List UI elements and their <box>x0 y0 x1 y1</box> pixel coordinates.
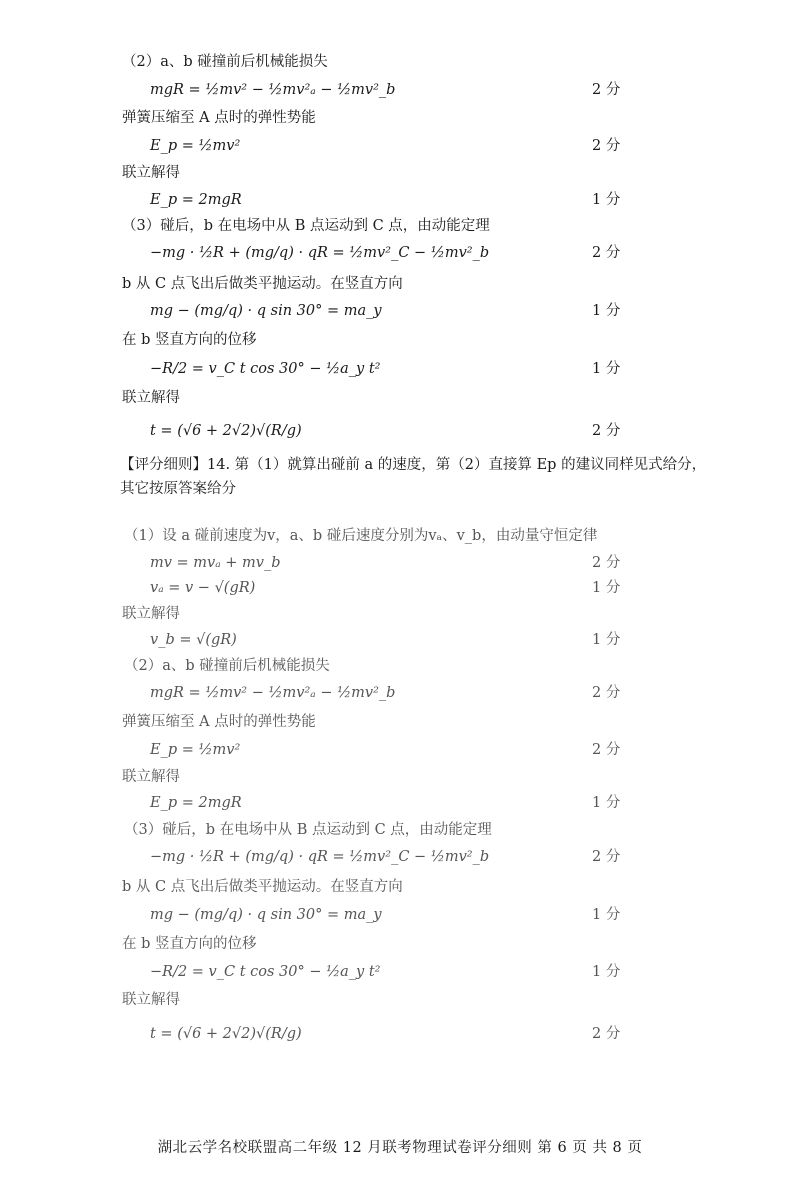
s2-score-3: 1 分 <box>592 632 621 648</box>
s2-eq-momentum: mv = mvₐ + mv_b <box>150 555 281 571</box>
s1-text-spring: 弹簧压缩至 A 点时的弹性势能 <box>122 110 316 126</box>
s2-text-solve-3: 联立解得 <box>122 992 180 1008</box>
s2-score-6: 1 分 <box>592 795 621 811</box>
s2-eq-vb: v_b = √(gR) <box>150 632 237 648</box>
s1-text-solve-1: 联立解得 <box>122 165 180 181</box>
s2-eq-kinetic: −mg · ½R + (mg/q) · qR = ½mv²_C − ½mv²_b <box>150 849 490 865</box>
s2-text-solve-2: 联立解得 <box>122 769 180 785</box>
s2-eq-va: vₐ = v − √(gR) <box>150 580 256 596</box>
s1-eq-ep-result: E_p = 2mgR <box>150 192 242 208</box>
s1-score-4: 2 分 <box>592 245 621 261</box>
s1-score-2: 2 分 <box>592 138 621 154</box>
s2-score-8: 1 分 <box>592 907 621 923</box>
s2-score-1: 2 分 <box>592 555 621 571</box>
s1-eq-ep: E_p = ½mv² <box>150 138 241 154</box>
s1-text-3-heading: （3）碰后，b 在电场中从 B 点运动到 C 点，由动能定理 <box>122 218 490 234</box>
s2-score-7: 2 分 <box>592 849 621 865</box>
s1-score-6: 1 分 <box>592 361 621 377</box>
s2-eq-ep-result: E_p = 2mgR <box>150 795 242 811</box>
grading-note: 【评分细则】14. 第（1）就算出碰前 a 的速度，第（2）直接算 Ep 的建议同样见式给分，其它按原答案给分 <box>120 457 707 497</box>
s1-eq-displacement: −R/2 = v_C t cos 30° − ½a_y t² <box>150 361 381 377</box>
s2-eq-energy-loss: mgR = ½mv² − ½mv²ₐ − ½mv²_b <box>150 685 396 701</box>
s2-eq-displacement: −R/2 = v_C t cos 30° − ½a_y t² <box>150 964 381 980</box>
s2-eq-vertical: mg − (mg/q) · q sin 30° = ma_y <box>150 907 382 923</box>
page-footer: 湖北云学名校联盟高二年级 12 月联考物理试卷评分细则 第 6 页 共 8 页 <box>157 1140 643 1156</box>
s1-score-3: 1 分 <box>592 192 621 208</box>
s2-text-projectile: b 从 C 点飞出后做类平抛运动。在竖直方向 <box>122 879 403 895</box>
s2-text-spring: 弹簧压缩至 A 点时的弹性势能 <box>122 714 316 730</box>
s2-score-4: 2 分 <box>592 685 621 701</box>
s1-text-solve-2: 联立解得 <box>122 390 180 406</box>
s1-text-projectile: b 从 C 点飞出后做类平抛运动。在竖直方向 <box>122 276 403 292</box>
s1-eq-vertical: mg − (mg/q) · q sin 30° = ma_y <box>150 303 382 319</box>
s1-score-1: 2 分 <box>592 82 621 98</box>
s2-score-5: 2 分 <box>592 742 621 758</box>
s1-eq-energy-loss: mgR = ½mv² − ½mv²ₐ − ½mv²_b <box>150 82 396 98</box>
s1-score-5: 1 分 <box>592 303 621 319</box>
s2-text-2-heading: （2）a、b 碰撞前后机械能损失 <box>124 658 330 674</box>
s2-text-solve-1: 联立解得 <box>122 606 180 622</box>
s2-score-2: 1 分 <box>592 580 621 596</box>
s1-eq-time: t = (√6 + 2√2)√(R/g) <box>150 423 302 439</box>
s2-eq-ep: E_p = ½mv² <box>150 742 241 758</box>
s2-text-3-heading: （3）碰后，b 在电场中从 B 点运动到 C 点，由动能定理 <box>124 822 492 838</box>
s2-score-9: 1 分 <box>592 964 621 980</box>
s2-score-10: 2 分 <box>592 1026 621 1042</box>
s2-text-1-heading: （1）设 a 碰前速度为v，a、b 碰后速度分别为vₐ、v_b，由动量守恒定律 <box>124 528 598 544</box>
s1-text-2-heading: （2）a、b 碰撞前后机械能损失 <box>122 54 328 70</box>
s1-score-7: 2 分 <box>592 423 621 439</box>
s1-text-displacement: 在 b 竖直方向的位移 <box>122 332 257 348</box>
s1-eq-kinetic: −mg · ½R + (mg/q) · qR = ½mv²_C − ½mv²_b <box>150 245 490 261</box>
s2-eq-time: t = (√6 + 2√2)√(R/g) <box>150 1026 302 1042</box>
s2-text-displacement: 在 b 竖直方向的位移 <box>122 936 257 952</box>
